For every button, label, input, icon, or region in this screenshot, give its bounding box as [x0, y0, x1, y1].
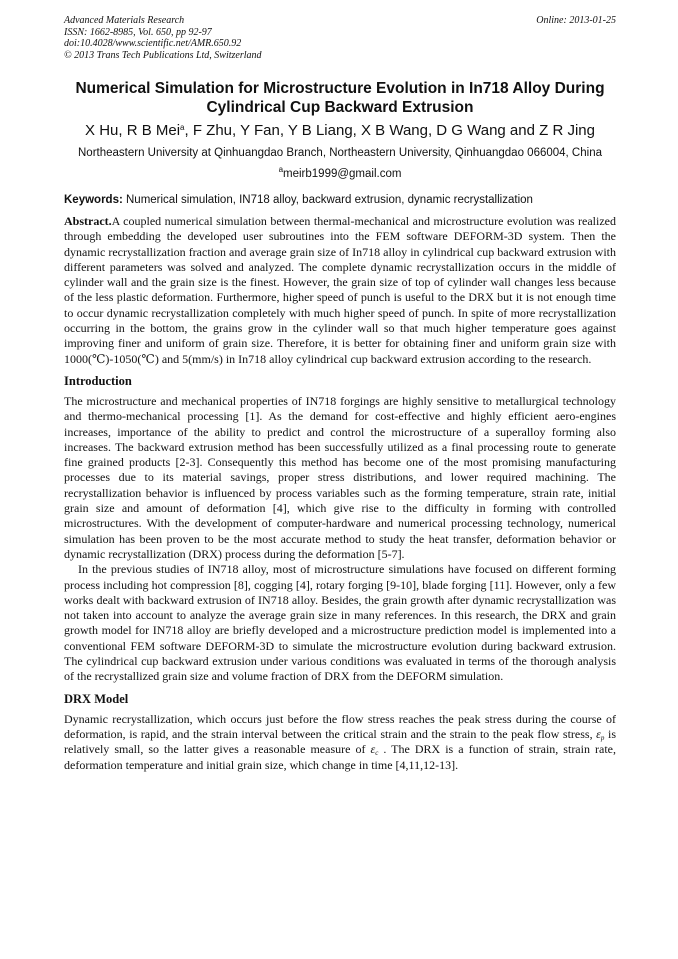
introduction-heading: Introduction: [64, 373, 132, 388]
email-mark: a: [278, 165, 284, 174]
keywords-text: Numerical simulation, IN718 alloy, backward extrusion, dynamic recrystallization: [122, 194, 533, 206]
email-line: [64, 167, 616, 181]
introduction-paragraph-2: In the previous studies of IN718 alloy, most of microstructure simulations have focused on different forming process including hot compression [8], cogging [4], rotary forging [9-10], blade forging [11]. However, only a few works dealt with backward extrusion of IN718 alloy. Besides, the grain growth after dynamic recrystallization was not taken into account to analyze the average grain size in many references. In this research, the DRX and grain growth model for IN718 alloy are briefly developed and a microstructure prediction model is implemented into a conventional FEM software DEFORM-3D to simulate the microstructure evolution during backward extrusion. The cylindrical cup backward extrusion under various conditions was evaluated in terms of the thorough analysis of the recrystallized grain size and volume fraction of DRX from the DEFORM simulation.: [64, 562, 616, 684]
doi-line: doi:10.4028/www.scientific.net/AMR.650.92: [64, 38, 242, 49]
affiliation: Northeastern University at Qinhuangdao Branch, Northeastern University, Qinhuangdao 066004, China: [78, 147, 602, 159]
paper-title: Numerical Simulation for Microstructure Evolution in In718 Alloy During Cylindrical Cup Backward Extrusion: [75, 80, 605, 116]
abstract-text: A coupled numerical simulation between thermal-mechanical and microstructure evolution was realized through embedding the developed user subroutines into the FEM software DEFORM-3D system. Then the dynamic recrystallization fraction and average grain size of In718 alloy in cylindrical cup backward extrusion with different parameters was solved and analyzed. The complete dynamic recrystallization occurs in the middle of cylinder wall and the grain size is the finest. However, the grain size of top of cylinder wall changes less because of the less plastic deformation. Furthermore, higher speed of punch is useful to the DRX but it is not enough time to occur dynamic recrystallization completely with much higher speed of punch. In spite of more recrystallization occurring in the bottom, the grains grow in the cylinder wall so that much higher temperature goes against improving finer and uniform of grain size. Therefore, it is better for obtaining finer and uniform grain size with 1000(℃)-1050(℃) and 5(mm/s) in In718 alloy cylindrical cup backward extrusion according to the research.: [64, 214, 616, 366]
keywords-label: Keywords:: [64, 194, 123, 206]
issn-line: ISSN: 1662-8985, Vol. 650, pp 92-97: [64, 26, 212, 38]
critical-strain-symbol: $\varepsilon_c$: [370, 742, 379, 758]
authors-first: X Hu, R B Mei: [85, 122, 181, 139]
introduction-paragraph-1: The microstructure and mechanical properties of IN718 forgings are highly sensitive to metallurgical technology and thermo-mechanical processing [1]. As the demand for cost-effective and highly efficient aero-engines increases, importance of the ability to predict and control the microstructure of a superalloy forming also increases. The backward extrusion method has been successfully utilized as a final processing route to generate fine grained products [2-3]. Consequently this method has become one of the most promising manufacturing processes due to its material savings, proper stress distributions, and lower required machining. The recrystallization behavior is influenced by process variables such as the forming temperature, strain rate, initial grain size and amount of deformation [4], which give rise to the difficulty in forming with controlled microstructures. With the development of computer-hardware and numerical processing technology, numerical simulation has been proven to be the most accurate method to study the heat transfer, deformation behavior or dynamic recrystallization (DRX) process during the deformation [5-7].: [64, 393, 616, 561]
drx-model-heading: DRX Model: [64, 691, 129, 706]
drx-text-b: is relatively small, so the latter gives a reasonable measure of: [64, 726, 616, 757]
email-address: meirb1999@gmail.com: [283, 168, 402, 180]
copyright-line: © 2013 Trans Tech Publications Ltd, Switzerland: [64, 49, 262, 61]
peak-strain-symbol: $\varepsilon_p$: [596, 726, 605, 742]
journal-header: [64, 0, 616, 61]
author-list: [64, 121, 616, 141]
abstract-label: Abstract.: [64, 214, 112, 228]
drx-text-a: Dynamic recrystallization, which occurs just before the flow stress reaches the peak stress during the course of deformation, is rapid, and the strain interval between the critical strain and the strain to the peak flow stress,: [64, 711, 616, 741]
keywords: [64, 193, 616, 208]
drx-text-c: . The DRX is a function of strain, strain rate, deformation temperature and initial grain size, which change in time [4,11,12-13].: [64, 742, 616, 772]
drx-model-paragraph: [64, 712, 616, 773]
authors-rest: , F Zhu, Y Fan, Y B Liang, X B Wang, D G Wang and Z R Jing: [184, 122, 595, 139]
journal-name: Advanced Materials Research: [64, 15, 185, 26]
abstract: [64, 214, 616, 367]
online-date: Online: 2013-01-25: [536, 15, 616, 26]
author-affiliation-mark: a: [180, 123, 185, 132]
